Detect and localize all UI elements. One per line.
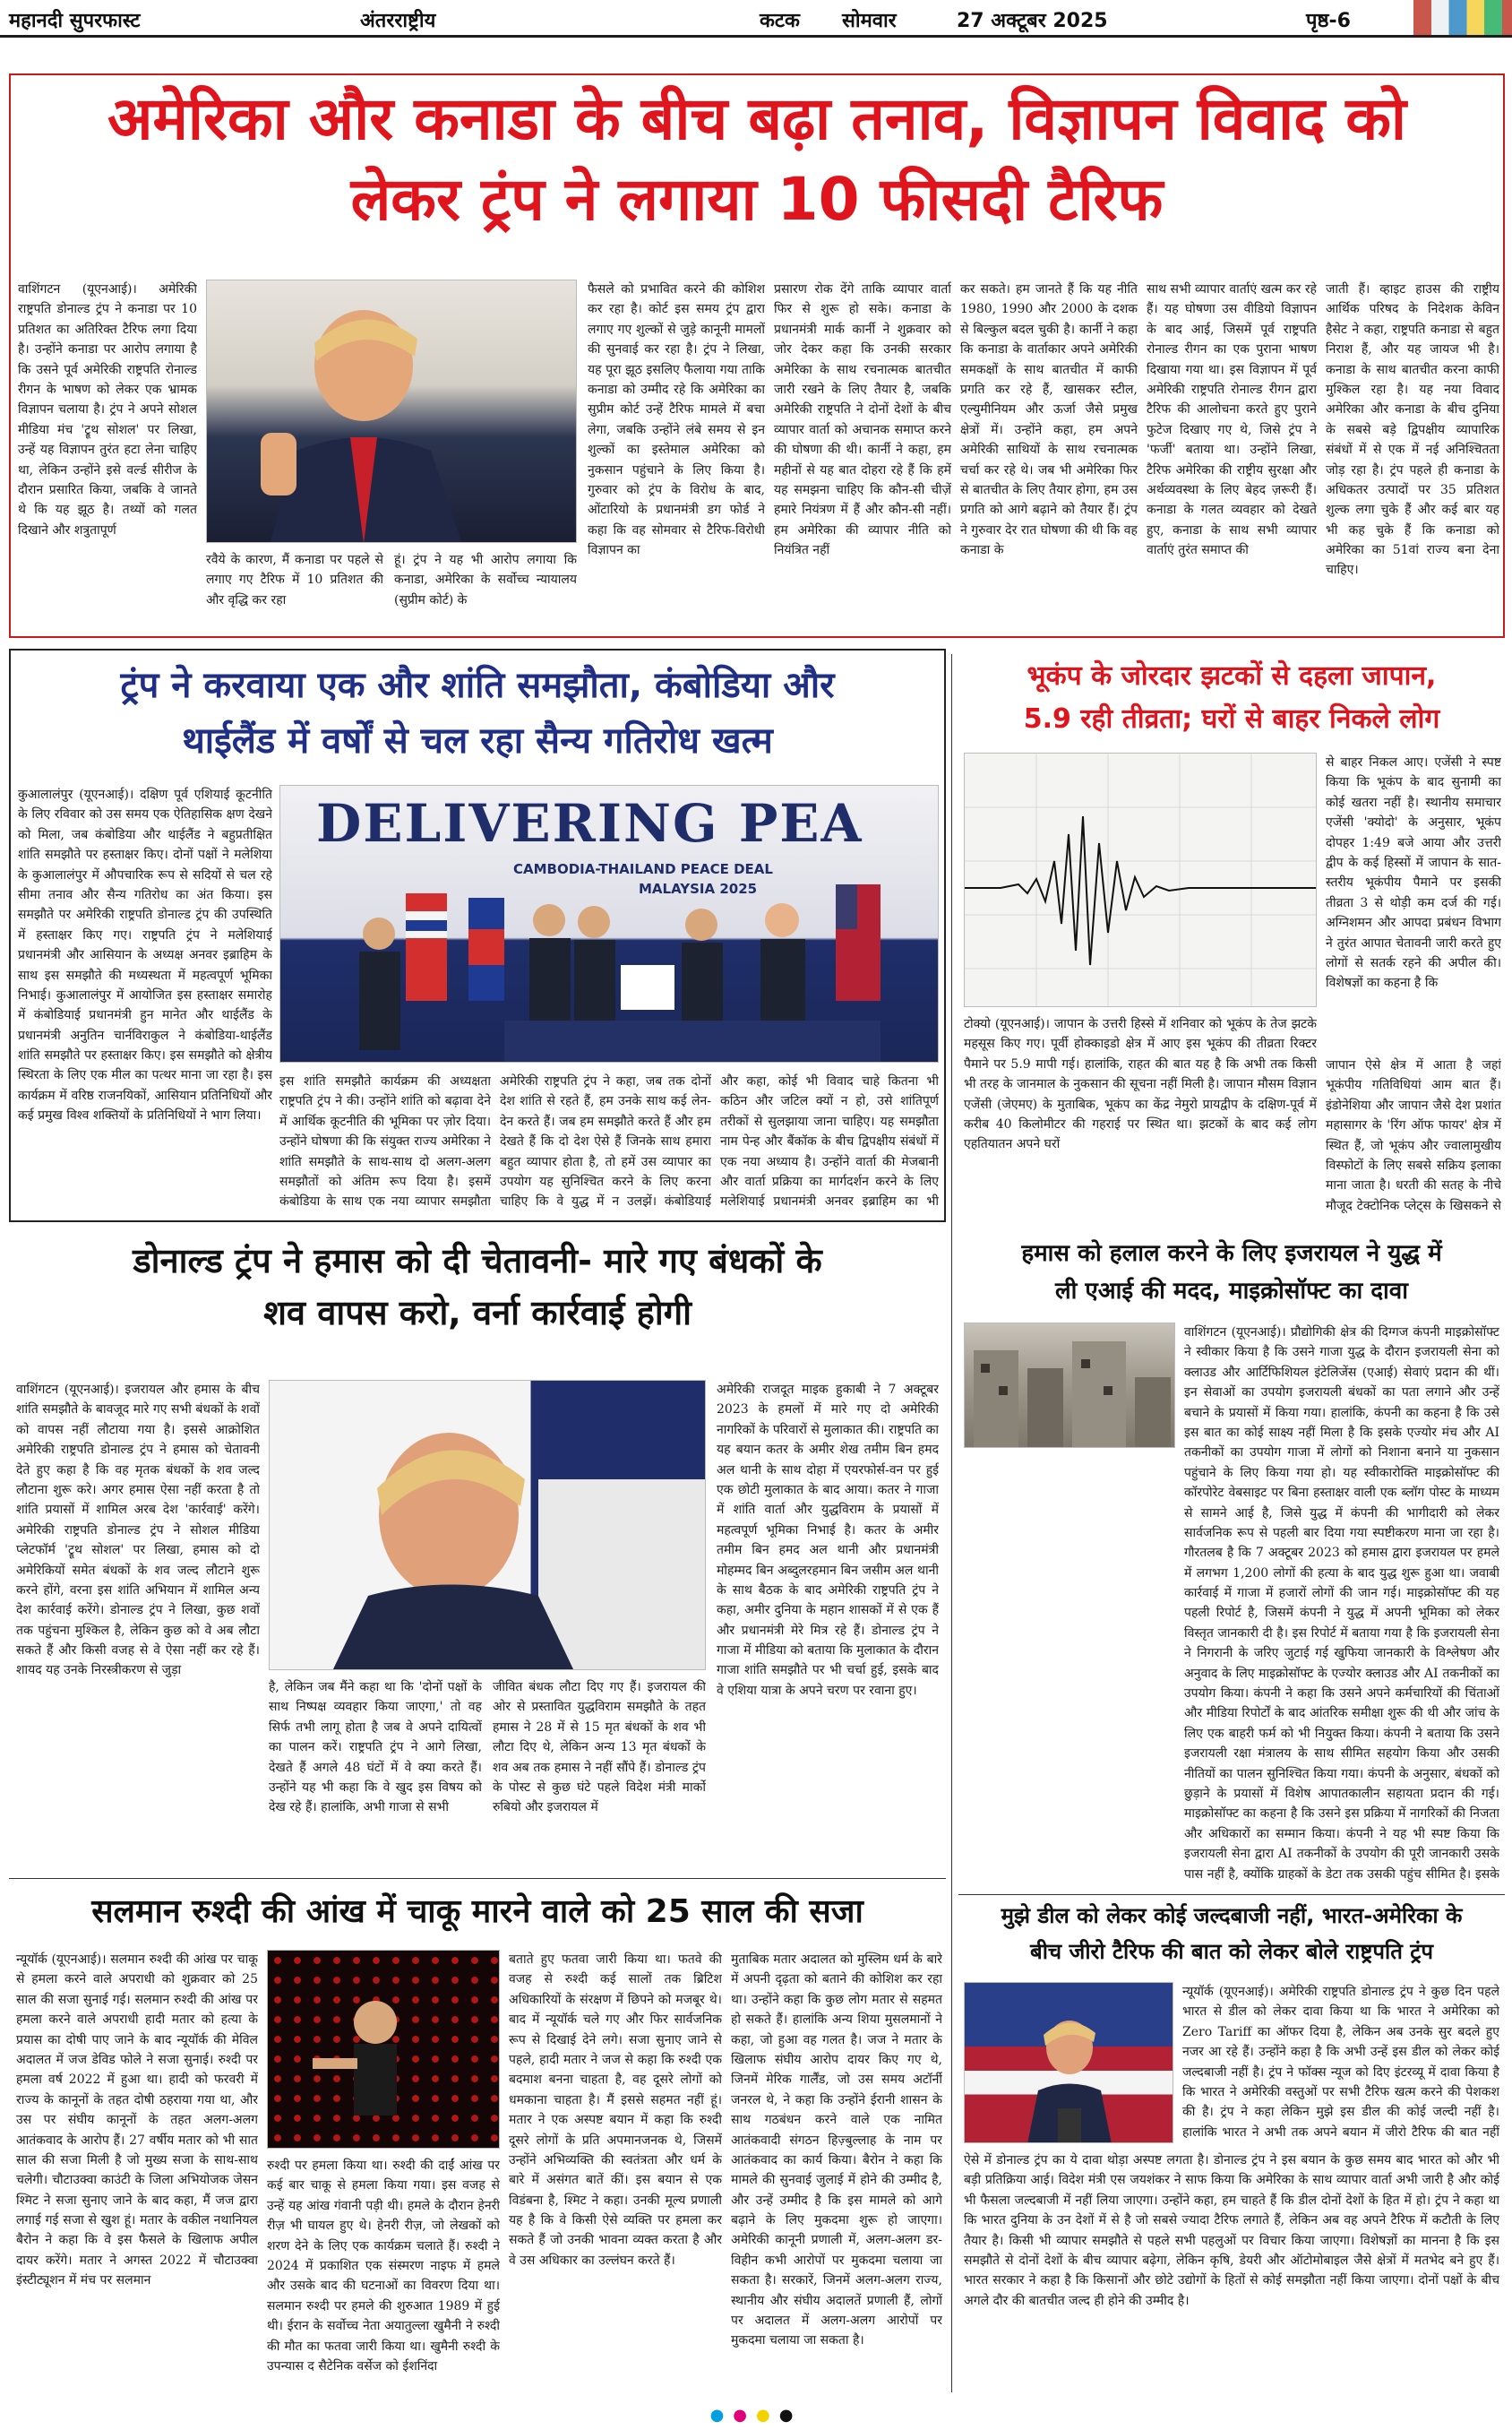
- seismograph-wave-icon: [965, 754, 1317, 1007]
- person-illustration: [270, 1381, 706, 1670]
- article-column: रवैये के कारण, मैं कनाडा पर पहले से लगाए गए टैरिफ में 10 प्रतिशत की और वृद्धि कर रहा: [206, 553, 383, 608]
- article-column: से बाहर निकल आए। एजेंसी ने स्पष्ट किया कि भूकंप के बाद सुनामी का कोई खतरा नहीं है। स्थानीय समाचार एजेंसी 'क्योदो' के अनुसार, भूकंप दोपहर 1:49 बजे आया और उत्तरी द्वीप के कई हिस्सों में जापान के सात-स्तरीय भूकंपीय पैमाने पर इसकी तीव्रता 3 से थोड़ी कम दर्ज की गई। अग्निशमन और आपदा प्रबंधन विभाग ने तुरंत आपात चेतावनी जारी करते हुए लोगों से सतर्क रहने की अपील की। विशेषज्ञों का कहना है कि: [1326, 755, 1501, 991]
- trump-podium-photo: [206, 280, 577, 543]
- story-us-canada-tariff: [9, 73, 1505, 638]
- section-divider: [958, 1894, 1505, 1895]
- story-india-us-zero-tariff: [958, 1900, 1505, 2398]
- article-column: जीवित बंधक लौटा दिए गए हैं। इजरायल की ओर से प्रस्तावित युद्धविराम समझौते के तहत हमास ने 28 में से 15 मृत बंधकों के शव भी लौटा दिए थे, लेकिन अन्य 13 मृत बंधकों के शव अब तक हमास ने नहीं सौंपे हैं। डोनाल्ड ट्रंप के पोस्ट से कुछ घंटे पहले विदेश मंत्री मार्को रुबियो और इजरायल में: [493, 1680, 706, 1815]
- leaders-illustration: [280, 786, 939, 1063]
- headline-line-1: मुझे डील को लेकर कोई जल्दबाजी नहीं, भारत-अमेरिका के: [1001, 1903, 1463, 1928]
- article-column: है, लेकिन जब मैंने कहा था कि 'दोनों पक्षों के साथ निष्पक्ष व्यवहार किया जाएगा,' तो वह सिर्फ तभी लागू होता है जब वे अपने दायित्वों का पालन करें। राष्ट्रपति ट्रंप ने आगे लिखा, देखते हैं अगले 48 घंटों में वे क्या करते हैं। उन्होंने यह भी कहा कि वे खुद इस विषय को देख रहे हैं। हालांकि, अभी गाजा से सभी: [269, 1680, 482, 1815]
- headline-line-2: शव वापस करो, वर्ना कार्रवाई होगी: [263, 1293, 692, 1332]
- person-illustration: [965, 1983, 1173, 2143]
- person-illustration: [207, 280, 577, 543]
- rushdie-stage-photo: [267, 1950, 500, 2149]
- story-rushdie-attack-sentence: [9, 1882, 946, 2398]
- article-column: और कहा, कोई भी विवाद चाहे कितना भी कठिन और जटिल क्यों न हो, उसे शांतिपूर्ण तरीकों से सुलझाया जाना चाहिए। यह समझौता नाम पेन्ह और बैंकॉक के बीच द्विपक्षीय संबंधों में एक नया अध्याय है। उन्होंने वार्ता की मेजबानी और वार्ता प्रक्रिया का मार्गदर्शन करने के लिए मलेशियाई प्रधानमंत्री अनवर इब्राहिम का भी: [720, 1074, 939, 1210]
- date: 27 अक्टूबर 2025: [957, 10, 1108, 32]
- headline: सलमान रुश्दी की आंख में चाकू मारने वाले को 25 साल की सजा: [91, 1893, 863, 1930]
- article-column: जापान ऐसे क्षेत्र में आता है जहां भूकंपीय गतिविधियां आम बात हैं। इंडोनेशिया और जापान जैसे देश प्रशांत महासागर के 'रिंग ऑफ फायर' क्षेत्र में स्थित हैं, जो भूकंप और ज्वालामुखीय विस्फोटों के लिए सबसे सक्रिय इलाका माना जाता है। धरती की सतह के नीचे मौजूद टेक्टोनिक प्लेट्स के खिसकने से: [1326, 1058, 1501, 1213]
- footer-color-dots: [0, 2401, 1512, 2430]
- banner-subtext-2: MALAYSIA 2025: [639, 881, 758, 897]
- article-column: अमेरिकी राष्ट्रपति ट्रंप ने कहा, जब तक दोनों देश शांति से रहते हैं, हम उनके साथ कई लेन-देन करते हैं। जब हम समझौते करते हैं और हम देखते हैं कि दो देश ऐसे हैं जिनके साथ हमारा बहुत व्यापार होता है, तो हमें उस व्यापार का उपयोग यह सुनिश्चित करने के लिए करना चाहिए कि वे युद्ध में न उलझें। कंबोडियाई: [500, 1074, 711, 1210]
- trump-portrait-photo: [269, 1380, 706, 1670]
- headline-line-2: थाईलैंड में वर्षों से चल रहा सैन्य गतिरोध खत्म: [182, 720, 773, 762]
- black-dot: ●: [778, 2406, 803, 2425]
- story-trump-hamas-warning: [9, 1229, 946, 1874]
- magenta-dot: ●: [733, 2406, 756, 2425]
- yellow-dot: ●: [756, 2406, 779, 2425]
- article-column: न्यूयॉर्क (यूएनआई)। सलमान रुश्दी की आंख पर चाकू से हमला करने वाले अपराधी को शुक्रवार को 25 साल की सजा सुनाई गई। सलमान रुश्दी की आंख पर हमला करने वाले अपराधी हादी मतार को हत्या के प्रयास का दोषी पाए जाने के बाद न्यूयॉर्क की मेविल अदालत में जज डेविड फोले ने सजा सुनाई। रुश्दी पर हमला वर्ष 2022 में हुआ था। हादी को फरवरी में राज्य के कानूनों के तहत दोषी ठहराया गया था, और उस पर संघीय कानूनों के तहत अलग-अलग आतंकवाद के आरोप हैं। 27 वर्षीय मतार को भी सात साल की सजा मिली है जो मुख्य सजा के साथ-साथ चलेगी। चौटाउक्वा काउंटी के जिला अभियोजक जेसन श्मिट ने सजा सुनाए जाने के बाद कहा, मैं जज द्वारा लगाई गई सजा से खुश हूं। मतार के वकील नथानियल बैरोन ने कहा कि वे इस फैसले के खिलाफ अपील दायर करेंगे। मतार ने अगस्त 2022 में चौटाउक्वा इंस्टीट्यूशन में मंच पर सलमान: [16, 1952, 258, 2288]
- peace-deal-photo: [279, 785, 939, 1063]
- headline-line-1: हमास को हलाल करने के लिए इजरायल ने युद्ध में: [1021, 1240, 1442, 1267]
- gaza-ruins-photo: [964, 1323, 1175, 1448]
- banner-subtext: CAMBODIA-THAILAND PEACE DEAL: [513, 861, 773, 877]
- day: सोमवार: [842, 10, 897, 32]
- article-column: ऐसे में डोनाल्ड ट्रंप का ये दावा थोड़ा अस्पष्ट लगता है। डोनाल्ड ट्रंप ने इस बयान के कुछ समय बाद भारत को और भी बड़ी प्रतिक्रिया आई। विदेश मंत्री एस जयशंकर ने साफ किया कि अमेरिका के साथ व्यापार वार्ता अभी जारी है और कोई भी फैसला जल्दबाजी में नहीं लिया जाएगा। उन्होंने कहा, हम चाहते हैं कि डील दोनों देशों के हित में हो। ट्रंप ने कहा था कि भारत दुनिया के उन देशों में से है जो सबसे ज्यादा टैरिफ लगाते हैं, लेकिन अब वह अपने टैरिफ में कटौती के लिए तैयार है। किसी भी व्यापार समझौते से पहले सभी पहलुओं पर विचार किया जाएगा। विशेषज्ञों का मानना है कि इस समझौते से दोनों देशों के बीच व्यापार बढ़ेगा, लेकिन कृषि, डेयरी और ऑटोमोबाइल जैसे क्षेत्रों में मतभेद बने हुए हैं। भारत सरकार ने कहा है कि किसानों और छोटे उद्योगों के हितों से कोई समझौता नहीं किया जाएगा। दोनों पक्षों के बीच अगले दौर की बातचीत जल्द ही होने की उम्मीद है।: [964, 2153, 1499, 2308]
- story-japan-earthquake: [958, 649, 1505, 1222]
- headline-line-1: डोनाल्ड ट्रंप ने हमास को दी चेतावनी- मारे गए बंधकों के: [133, 1241, 822, 1280]
- headline-line-1: अमेरिका और कनाडा के बीच बढ़ा तनाव, विज्ञापन विवाद को: [107, 84, 1407, 153]
- person-illustration: [268, 1951, 500, 2149]
- headline-line-2: ली एआई की मदद, माइक्रोसॉफ्ट का दावा: [1055, 1278, 1408, 1305]
- paper-name: महानदी सुपरफास्ट: [9, 10, 141, 32]
- building-ruins-icon: [965, 1323, 1175, 1448]
- article-column: साथ सभी व्यापार वार्ताएं खत्म कर रहे हैं। यह घोषणा उस वीडियो विज्ञापन के बाद आई, जिसमें पूर्व राष्ट्रपति रोनाल्ड रीगन का एक पुराना भाषण दिखाया गया था। इस विज्ञापन में पूर्व अमेरिकी राष्ट्रपति रोनाल्ड रीगन द्वारा टैरिफ की आलोचना करते हुए पुराने फुटेज दिखाए गए थे, जिसे ट्रंप ने 'फर्जी' बताया था। उन्होंने लिखा, टैरिफ अमेरिका की राष्ट्रीय सुरक्षा और अर्थव्यवस्था के लिए बेहद ज़रूरी हैं। कनाडा के गलत व्यवहार को देखते हुए, कनाडा के साथ सभी व्यापार वार्ताएं तुरंत समाप्त की: [1147, 282, 1317, 558]
- article-column: वाशिंगटन (यूएनआई)। प्रौद्योगिकी क्षेत्र की दिग्गज कंपनी माइक्रोसॉफ्ट ने स्वीकार किया है कि उसने गाजा युद्ध के दौरान इजरायली सेना को क्लाउड और आर्टिफिशियल इंटेलिजेंस (एआई) सेवाएं प्रदान की थीं। इन सेवाओं का उपयोग इजरायली बंधकों का पता लगाने और उन्हें बचाने के प्रयासों में किया गया। हालांकि, कंपनी का कहना है कि उसे इस बात का कोई साक्ष्य नहीं मिला है कि इसके एज्योर मंच और AI तकनीकों का उपयोग गाजा में लोगों को निशाना बनाने या नुकसान पहुंचाने के लिए किया गया हो। यह स्वीकारोक्ति माइक्रोसॉफ्ट की कॉरपोरेट वेबसाइट पर बिना हस्ताक्षर वाली एक ब्लॉग पोस्ट के माध्यम से सामने आई है, जिसे युद्ध में कंपनी की भागीदारी को लेकर सार्वजनिक रूप से पहली बार दिया गया स्पष्टीकरण माना जा रहा है। गौरतलब है कि 7 अक्टूबर 2023 को हमास द्वारा इजरायल पर हमले में लगभग 1,200 लोगों की हत्या के बाद युद्ध शुरू हुआ था। जवाबी कार्रवाई में गाजा में हजारों लोगों की जान गई। माइक्रोसॉफ्ट की यह पहली रिपोर्ट है, जिसमें कंपनी ने युद्ध में अपनी भूमिका को लेकर विस्तृत जानकारी दी है। इस रिपोर्ट में बताया गया है कि इजरायली सेना ने निगरानी के जरिए जुटाई गई खुफिया जानकारी के विश्लेषण और अनुवाद के लिए माइक्रोसॉफ्ट के एज्योर क्लाउड और AI तकनीकों का उपयोग किया। कंपनी ने कहा कि उसने अपने कर्मचारियों की चिंताओं और मीडिया रिपोर्टों के बाद आंतरिक समीक्षा शुरू की थी और जांच के लिए एक बाहरी फर्म को भी नियुक्त किया। कंपनी ने बताया कि उसने इजरायली रक्षा मंत्रालय के साथ सीमित सहयोग किया और उसकी नीतियों का पालन सुनिश्चित किया गया। कंपनी के अनुसार, बंधकों को छुड़ाने के प्रयासों में विशेष आपातकालीन सहायता प्रदान की गई। माइक्रोसॉफ्ट का कहना है कि उसने इस प्रक्रिया में नागरिकों की निजता और अधिकारों का सम्मान किया। कंपनी ने यह भी स्पष्ट किया कि इजरायली सेना द्वारा AI तकनीकों के उपयोग की पूरी जानकारी उसके पास नहीं है, क्योंकि ग्राहकों के डेटा तक उसकी पहुंच सीमित है। इसके: [1184, 1325, 1499, 1882]
- cyan-dot: ●: [709, 2406, 734, 2425]
- article-column: कर सकते। हम जानते हैं कि यह नीति 1980, 1990 और 2000 के दशक से बिल्कुल बदल चुकी है। कार्नी ने कहा कि कनाडा के वार्ताकार अपने अमेरिकी समकक्षों के साथ बातचीत में काफी प्रगति कर रहे हैं, खासकर स्टील, एल्युमीनियम और ऊर्जा जैसे प्रमुख क्षेत्रों में। उन्होंने कहा, हम अपने अमेरिकी साथियों के साथ रचनात्मक चर्चा कर रहे थे। जब भी अमेरिका फिर से बातचीत के लिए तैयार होगा, हम उस प्रगति को आगे बढ़ाने को तैयार हैं। ट्रंप ने गुरुवार देर रात घोषणा की थी कि वह कनाडा के: [960, 282, 1138, 558]
- story-microsoft-ai-israel: [958, 1229, 1505, 1892]
- article-column: रुश्दी पर हमला किया था। रुश्दी की दाईं आंख पर कई बार चाकू से हमला किया गया। इस वजह से उन्हें यह आंख गंवानी पड़ी थी। हमले के दौरान हेनरी रीज़ भी घायल हुए थे। हेनरी रीज़, जो लेखकों को शरण देने के लिए एक कार्यक्रम चलाते हैं। रुश्दी ने 2024 में प्रकाशित एक संस्मरण नाइफ में हमले और उसके बाद की घटनाओं का विवरण दिया था। सलमान रुश्दी पर हमले की शुरुआत 1989 में हुई थी। ईरान के सर्वोच्च नेता अयातुल्ला खुमैनी ने रुश्दी की मौत का फतवा जारी किया था। खुमैनी रुश्दी के उपन्यास द सैटेनिक वर्सेज को ईशनिंदा: [267, 2159, 500, 2374]
- trump-flags-photo: [964, 1982, 1173, 2143]
- section-name: अंतरराष्ट्रीय: [360, 10, 436, 32]
- section-divider: [9, 1878, 946, 1879]
- seismograph-photo: [964, 753, 1317, 1007]
- article-column: मुताबिक मतार अदालत को मुस्लिम धर्म के बारे में अपनी दृढ़ता को बताने की कोशिश कर रहा था। उन्होंने कहा कि कुछ लोग मतार से सहमत हो सकते हैं। हालांकि अन्य शिया मुसलमानों ने कहा, जो हुआ वह गलत है। जज ने मतार के खिलाफ संघीय आरोप दायर किए गए थे, जिनमें मेरिक गार्लैंड, जो उस समय अटॉर्नी जनरल थे, ने कहा कि उन्होंने ईरानी शासन के साथ गठबंधन करने वाले एक नामित आतंकवादी संगठन हिज़्बुल्लाह के नाम पर आतंकवाद का कार्य किया। बैरोन ने कहा कि मामले की सुनवाई जुलाई में होने की उम्मीद है, और उन्हें उम्मीद है कि इस मामले को आगे बढ़ाने के लिए मुकदमा शुरू हो जाएगा। अमेरिकी कानूनी प्रणाली में, अलग-अलग डर-विहीन कभी आरोपों पर मुकदमा चलाया जा सकता है। सरकारें, जिनमें अलग-अलग राज्य, स्थानीय और संघीय अदालतें प्रणाली हैं, लोगों पर अदालत में अलग-अलग आरोपों पर मुकदमा चलाया जा सकता है।: [731, 1952, 942, 2348]
- article-column: प्रसारण रोक देंगे ताकि व्यापार वार्ता फिर से शुरू हो सके। कनाडा के प्रधानमंत्री मार्क कार्नी ने शुक्रवार को जोर देकर कहा कि उनकी सरकार अमेरिका के साथ रचनात्मक बातचीत जारी रखने के लिए तैयार है, जबकि अमेरिकी राष्ट्रपति ने दोनों देशों के बीच व्यापार वार्ता को अचानक समाप्त करने की घोषणा की थी। कार्नी ने कहा, हम महीनों से यह बात दोहरा रहे हैं कि हमें यह समझना चाहिए कि कौन-सी चीज़ें हमारे नियंत्रण में हैं और कौन-सी नहीं। हम अमेरिका की व्यापार नीति को नियंत्रित नहीं: [774, 282, 951, 558]
- article-column: कुआलालंपुर (यूएनआई)। दक्षिण पूर्व एशियाई कूटनीति के लिए रविवार को उस समय एक ऐतिहासिक क्षण देखने को मिला, जब कंबोडिया और थाईलैंड ने बहुप्रतीक्षित शांति समझौते पर हस्ताक्षर किए। दोनों पक्षों ने मलेशिया के कुआलालंपुर में औपचारिक रूप से सदियों से चल रहे सीमा तनाव और सैन्य गतिरोध का अंत किया। इस समझौते पर अमेरिकी राष्ट्रपति डोनाल्ड ट्रंप की उपस्थिति में हस्ताक्षर किए गए। राष्ट्रपति ट्रंप ने मलेशियाई प्रधानमंत्री और आसियान के अध्यक्ष अनवर इब्राहिम के साथ इस समझौते की मध्यस्थता में महत्वपूर्ण भूमिका निभाई। कुआलालंपुर में आयोजित इस हस्ताक्षर समारोह में कंबोडियाई प्रधानमंत्री हुन मानेत और थाईलैंड के प्रधानमंत्री अनुतिन चार्नविराकुल ने कंबोडिया-थाईलैंड शांति समझौते पर हस्ताक्षर किए। इस समझौते को क्षेत्रीय स्थिरता के लिए एक मील का पत्थर माना जा रहा है। इस कार्यक्रम में वरिष्ठ राजनयिकों, आसियान प्रतिनिधियों और कई प्रमुख विश्व शक्तियों के प्रतिनिधियों ने भाग लिया।: [18, 788, 272, 1124]
- column-divider: [951, 654, 952, 2392]
- article-column: हूं। ट्रंप ने यह भी आरोप लगाया कि कनाडा, अमेरिका के सर्वोच्च न्यायालय (सुप्रीम कोर्ट) के: [394, 553, 577, 608]
- headline-line-1: भूकंप के जोरदार झटकों से दहला जापान,: [1027, 660, 1437, 692]
- article-column: वाशिंगटन (यूएनआई)। इजरायल और हमास के बीच शांति समझौते के बावजूद मारे गए सभी बंधकों के शवों को वापस नहीं लौटाया गया है। इससे आक्रोशित अमेरिकी राष्ट्रपति डोनाल्ड ट्रंप ने हमास को चेतावनी देते हुए कहा है कि वह मृतक बंधकों के शव जल्द लौटाना शुरू करे। अगर हमास ऐसा नहीं करता है तो शांति प्रयासों में शामिल अरब देश 'कार्रवाई' करेंगे। अमेरिकी राष्ट्रपति डोनाल्ड ट्रंप ने सोशल मीडिया प्लेटफॉर्म 'ट्रूथ सोशल' पर लिखा, हमास को दो अमेरिकियों समेत बंधकों के शव जल्द लौटाने शुरू करने होंगे, वरना इस शांति अभियान में शामिल अन्य देश कार्रवाई करेंगे। डोनाल्ड ट्रंप ने लिखा, कुछ शवों तक पहुंचना मुश्किल है, लेकिन कुछ को वे अब लौटा सकते हैं और किसी वजह से वे ऐसा नहीं कर रहे हैं। शायद यह उनके निरस्त्रीकरण से जुड़ा: [16, 1383, 260, 1678]
- city: कटक: [760, 10, 800, 32]
- article-column: वाशिंगटन (यूएनआई)। अमेरिकी राष्ट्रपति डोनाल्ड ट्रंप ने कनाडा पर 10 प्रतिशत का अतिरिक्त टैरिफ लगा दिया है। उन्होंने कनाडा पर आरोप लगाया है कि उसने पूर्व अमेरिकी राष्ट्रपति रोनाल्ड रीगन के भाषण को लेकर एक भ्रामक विज्ञापन चलाया है। ट्रंप ने अपने सोशल मीडिया मंच 'ट्रूथ सोशल' पर लिखा, उन्हें यह विज्ञापन तुरंत हटा लेना चाहिए था, लेकिन उन्होंने इसे वर्ल्ड सीरीज के दौरान प्रसारित किया, जबकि वे जानते थे कि यह झूठ है। तथ्यों को गलत दिखाने और शत्रुतापूर्ण: [18, 282, 197, 538]
- article-column: अमेरिकी राजदूत माइक हुकाबी ने 7 अक्टूबर 2023 के हमलों में मारे गए दो अमेरिकी नागरिकों के परिवारों से मुलाकात की। राष्ट्रपति का यह बयान कतर के अमीर शेख तमीम बिन हमद अल थानी के साथ दोहा में एयरफोर्स-वन पर हुई एक छोटी मुलाकात के बाद आया। कतर ने गाजा में शांति वार्ता और युद्धविराम के प्रयासों में महत्वपूर्ण भूमिका निभाई है। कतर के अमीर तमीम बिन हमद अल थानी और प्रधानमंत्री मोहम्मद बिन अब्दुलरहमान बिन जसीम अल थानी के साथ बैठक के बाद अमेरिकी राष्ट्रपति ट्रंप ने कहा, अमीर दुनिया के महान शासकों में से एक हैं और प्रधानमंत्री मेरे मित्र रहे हैं। डोनाल्ड ट्रंप ने गाजा में मीडिया को बताया कि मुलाकात के दौरान गाजा शांति समझौते पर भी चर्चा हुई, इसके बाद वे एशिया यात्रा के अपने चरण पर रवाना हुए।: [717, 1383, 939, 1698]
- article-column: इस शांति समझौते कार्यक्रम की अध्यक्षता राष्ट्रपति ट्रंप ने की। उन्होंने शांति को बढ़ावा देने में आर्थिक कूटनीति की भूमिका पर ज़ोर दिया। उन्होंने घोषणा की कि संयुक्त राज्य अमेरिका ने शांति समझौते के साथ-साथ दो अलग-अलग समझौतों को अंतिम रूप दिया है। इसमें कंबोडिया के साथ एक नया व्यापार समझौता: [279, 1074, 491, 1210]
- headline-line-2: 5.9 रही तीव्रता; घरों से बाहर निकले लोग: [1023, 703, 1440, 735]
- story-cambodia-thailand-peace: [9, 649, 946, 1222]
- headline-line-1: ट्रंप ने करवाया एक और शांति समझौता, कंबोडिया और: [120, 665, 835, 706]
- article-column: बताते हुए फतवा जारी किया था। फतवे की वजह से रुश्दी कई सालों तक ब्रिटिश अधिकारियों के संरक्षण में छिपने को मजबूर थे। बाद में न्यूयॉर्क चले गए और फिर सार्वजनिक रूप से दिखाई देने लगे। सजा सुनाए जाने से पहले, हादी मतार ने जज से कहा कि रुश्दी एक बदमाश बनना चाहता है, वह दूसरे लोगों को धमकाना चाहता है। मैं इससे सहमत नहीं हूं। मतार ने एक अस्पष्ट बयान में कहा कि रुश्दी दूसरे लोगों के प्रति अपमानजनक थे, जिसमें उन्होंने अभिव्यक्ति की स्वतंत्रता और धर्म के बारे में असंगत बातें कीं। इस बयान से एक विडंबना है, श्मिट ने कहा। उनकी मूल्य प्रणाली यह है कि वे किसी ऐसे व्यक्ति पर हमला कर सकते हैं जो उनकी भावना व्यक्त करता है और वे उस अधिकार का उल्लंघन करते हैं।: [509, 1952, 722, 2268]
- article-column: न्यूयॉर्क (यूएनआई)। अमेरिकी राष्ट्रपति डोनाल्ड ट्रंप ने कुछ दिन पहले भारत से डील को लेकर दावा किया था कि भारत ने अमेरिका को Zero Tariff का ऑफर दिया है, लेकिन अब उनके सुर बदले हुए नजर आ रहे हैं। उन्होंने कहा है कि अभी उन्हें इस डील को लेकर कोई जल्दबाजी नहीं है। ट्रंप ने फॉक्स न्यूज को दिए इंटरव्यू में दावा किया है कि भारत ने अमेरिकी वस्तुओं पर सभी टैरिफ खत्म करने की पेशकश की है। ट्रंप ने कहा लेकिन मुझे इस डील की कोई जल्दी नहीं है। हालांकि भारत ने अभी तक अपने बयान में जीरो टैरिफ की बात नहीं: [1182, 1985, 1499, 2140]
- article-column: फैसले को प्रभावित करने की कोशिश कर रहा है। कोर्ट इस समय ट्रंप द्वारा लगाए गए शुल्कों से जुड़े कानूनी मामलों की सुनवाई कर रहा है। ट्रंप ने लिखा, यह पूरा झूठ इसलिए फैलाया गया ताकि कनाडा को उम्मीद रहे कि अमेरिका का सुप्रीम कोर्ट उन्हें टैरिफ मामले में बचा लेगा, जबकि उन्होंने लंबे समय से इन शुल्कों का इस्तेमाल अमेरिका को नुकसान पहुंचाने के लिए किया है। गुरुवार को ट्रंप के विरोध के बाद, ओंटारियो के प्रधानमंत्री डग फोर्ड ने कहा कि वह सोमवार से टैरिफ-विरोधी विज्ञापन का: [588, 282, 765, 558]
- banner-text: DELIVERING PEA: [316, 793, 863, 854]
- headline-line-2: लेकर ट्रंप ने लगाया 10 फीसदी टैरिफ: [350, 165, 1164, 234]
- flags-graphic: [1413, 0, 1512, 36]
- article-column: जाती हैं। व्हाइट हाउस की राष्ट्रीय आर्थिक परिषद के निदेशक केविन हैसेट ने कहा, राष्ट्रपति कनाडा से बहुत निराश हैं, और यह जायज भी है। कनाडा के साथ बातचीत करना काफी मुश्किल रहा है। यह नया विवाद अमेरिका और कनाडा के बीच दुनिया के सबसे बड़े द्विपक्षीय व्यापारिक संबंधों में से एक में नई अनिश्चितता जोड़ रहा है। ट्रंप पहले ही कनाडा के अधिकतर उत्पादों पर 35 प्रतिशत शुल्क लगा चुके हैं और कई बार यह भी कह चुके हैं कि कनाडा को अमेरिका का 51वां राज्य बना देना चाहिए।: [1326, 282, 1499, 578]
- headline-line-2: बीच जीरो टैरिफ की बात को लेकर बोले राष्ट्रपति ट्रंप: [1030, 1939, 1433, 1964]
- article-column: टोक्यो (यूएनआई)। जापान के उत्तरी हिस्से में शनिवार को भूकंप के तेज झटके महसूस किए गए। पूर्वी होक्काइडो क्षेत्र में आए इस भूकंप की तीव्रता रिक्टर पैमाने पर 5.9 मापी गई। हालांकि, राहत की बात यह है कि अभी तक किसी भी तरह के जानमाल के नुकसान की सूचना नहीं मिली है। जापान मौसम विज्ञान एजेंसी (जेएमए) के मुताबिक, भूकंप का केंद्र नेमुरो प्रायद्वीप के दक्षिण-पूर्व में करीब 40 किलोमीटर की गहराई पर स्थित था। झटकों के बाद कई लोग एहतियातन अपने घरों: [964, 1017, 1317, 1152]
- page-number: पृष्ठ-6: [1306, 10, 1351, 32]
- masthead-strip: [0, 0, 1512, 38]
